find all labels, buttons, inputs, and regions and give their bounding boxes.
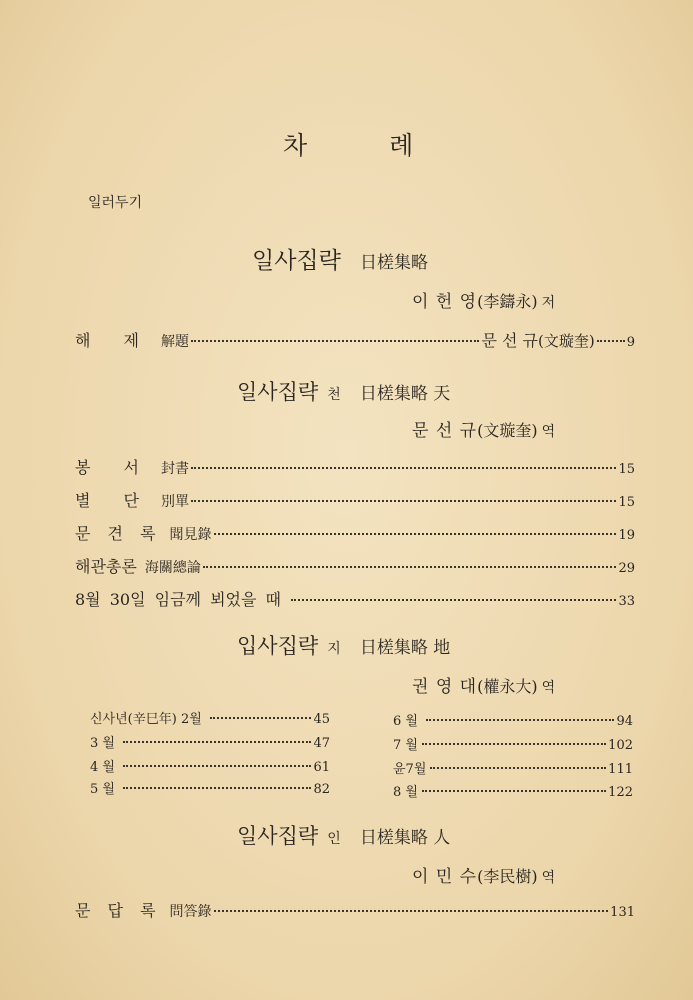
- leader-dots: [203, 566, 617, 568]
- toc-entry[interactable]: 8월 30일 임금께 뵈었을 때 33: [75, 590, 635, 609]
- preface-person: 문 선 규(文璇奎): [481, 331, 595, 350]
- leader-dots: [422, 790, 606, 792]
- book-author: [412, 287, 556, 312]
- toc-entry[interactable]: 5 월 82: [90, 782, 330, 797]
- entry-label-ko: 해 제: [75, 331, 153, 350]
- toc-entry[interactable]: 7 월 102: [393, 738, 633, 753]
- leader-dots: [210, 717, 312, 719]
- entry-label-han: 解題: [161, 334, 189, 350]
- leader-dots: [191, 467, 616, 469]
- book-title-han: 日槎集略: [359, 253, 428, 273]
- leader-dots: [123, 787, 311, 789]
- translator-cheon: 문 선 규(文璇奎) 역: [412, 421, 557, 441]
- translator-in: 이 민 수(李民樹) 역: [412, 867, 557, 887]
- author-role: 저: [541, 295, 557, 311]
- leader-dots: [191, 500, 616, 502]
- leader-dots: [597, 340, 625, 342]
- leader-dots: [123, 741, 311, 743]
- leader-dots: [214, 910, 609, 912]
- author-name-han: (李鑄永): [477, 292, 538, 311]
- section-heading-cheon: 일사집략 천 日槎集略 天: [237, 380, 451, 404]
- toc-entry[interactable]: 봉 서 封書 15: [75, 458, 635, 477]
- section-heading-in: 일사집략 인 日槎集略 人: [237, 824, 451, 848]
- entry-page: 9: [626, 335, 635, 350]
- toc-entry[interactable]: 별 단 別單 15: [75, 491, 635, 510]
- intro-link[interactable]: 일러두기: [88, 195, 143, 211]
- book-heading: [252, 242, 428, 275]
- leader-dots: [191, 340, 479, 342]
- toc-entry-preface[interactable]: [75, 328, 635, 351]
- toc-entry[interactable]: 문 답 록 問答錄 131: [75, 901, 635, 920]
- leader-dots: [430, 767, 606, 769]
- leader-dots: [426, 719, 614, 721]
- toc-entry[interactable]: 6 월 94: [393, 714, 633, 729]
- author-name-ko: 이 헌 영: [412, 292, 478, 312]
- leader-dots: [123, 765, 311, 767]
- section-heading-ji: 입사집략 지 日槎集略 地: [237, 634, 451, 658]
- leader-dots: [422, 743, 606, 745]
- book-title-ko: 일사집략: [252, 248, 341, 274]
- toc-entry[interactable]: 해관총론 海關總論 29: [75, 557, 635, 576]
- leader-dots: [291, 599, 616, 601]
- toc-entry[interactable]: 8 월 122: [393, 785, 633, 800]
- toc-entry[interactable]: 신사년(辛巳年) 2월 45: [90, 712, 330, 727]
- page-title: 차 례: [283, 131, 416, 160]
- leader-dots: [214, 533, 617, 535]
- translator-ji: 권 영 대(權永大) 역: [412, 677, 557, 697]
- toc-entry[interactable]: 4 월 61: [90, 760, 330, 775]
- toc-entry[interactable]: 문 견 록 聞見錄 19: [75, 524, 635, 543]
- toc-entry[interactable]: 3 월 47: [90, 736, 330, 751]
- toc-entry[interactable]: 윤7월 111: [393, 762, 633, 777]
